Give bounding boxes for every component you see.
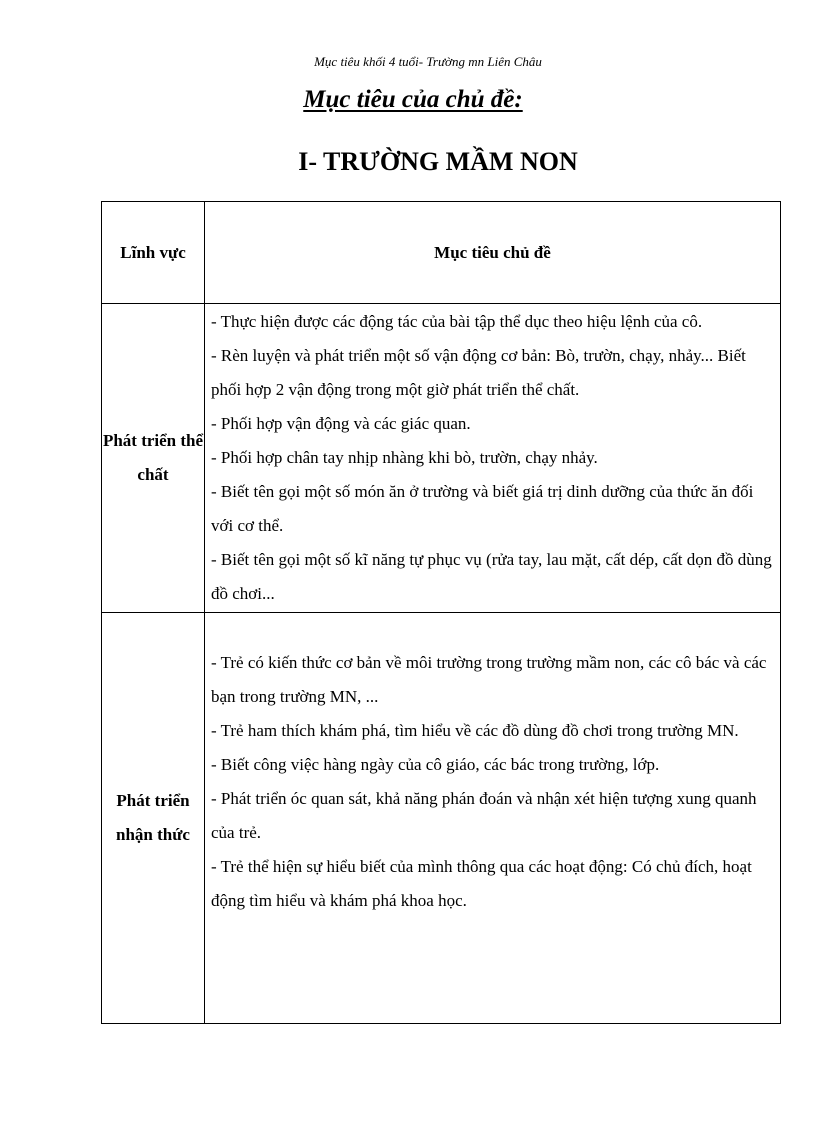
document-title: Mục tiêu của chủ đề: <box>303 86 523 113</box>
goal-item: - Phối hợp chân tay nhịp nhàng khi bò, trườn, chạy nhảy. <box>211 448 598 467</box>
header-goals: Mục tiêu chủ đề <box>205 202 781 304</box>
goal-list-cognitive <box>205 613 780 918</box>
goals-table <box>101 201 781 1024</box>
goal-item: - Trẻ thể hiện sự hiểu biết của mình thông qua các hoạt động: Có chủ đích, hoạt động tìm hiểu và khám phá khoa học. <box>211 857 752 910</box>
header-field: Lĩnh vực <box>102 202 205 304</box>
field-label-physical: Phát triển thể chất <box>102 304 205 613</box>
goals-cell-cognitive <box>205 613 781 1024</box>
field-label-cognitive: Phát triển nhận thức <box>102 613 205 1024</box>
goal-item: - Thực hiện được các động tác của bài tập thể dục theo hiệu lệnh của cô. <box>211 312 703 331</box>
table-row <box>102 304 781 613</box>
goal-item: - Biết tên gọi một số kĩ năng tự phục vụ (rửa tay, lau mặt, cất dép, cất dọn đồ dùng đồ chơi... <box>211 550 772 603</box>
goal-list-physical <box>205 304 780 611</box>
page-header: Mục tiêu khối 4 tuổi- Trường mn Liên Châu <box>314 54 542 69</box>
section-title: I- TRƯỜNG MẦM NON <box>298 147 578 176</box>
goal-item: - Phát triển óc quan sát, khả năng phán đoán và nhận xét hiện tượng xung quanh của trẻ. <box>211 789 757 842</box>
goal-item: - Rèn luyện và phát triển một số vận động cơ bản: Bò, trườn, chạy, nhảy... Biết phối hợp 2 vận động trong một giờ phát triển thể chất. <box>211 346 746 399</box>
table-header-row <box>102 202 781 304</box>
goal-item: - Biết tên gọi một số món ăn ở trường và biết giá trị dinh dưỡng của thức ăn đối với cơ thể. <box>211 482 754 535</box>
goal-item: - Trẻ có kiến thức cơ bản về môi trường trong trường mầm non, các cô bác và các bạn trong trường MN, ... <box>211 653 767 706</box>
goal-item: - Phối hợp vận động và các giác quan. <box>211 414 471 433</box>
table-row <box>102 613 781 1024</box>
goal-item: - Biết công việc hàng ngày của cô giáo, các bác trong trường, lớp. <box>211 755 660 774</box>
goals-cell-physical <box>205 304 781 613</box>
goal-item: - Trẻ ham thích khám phá, tìm hiểu về các đồ dùng đồ chơi trong trường MN. <box>211 721 739 740</box>
